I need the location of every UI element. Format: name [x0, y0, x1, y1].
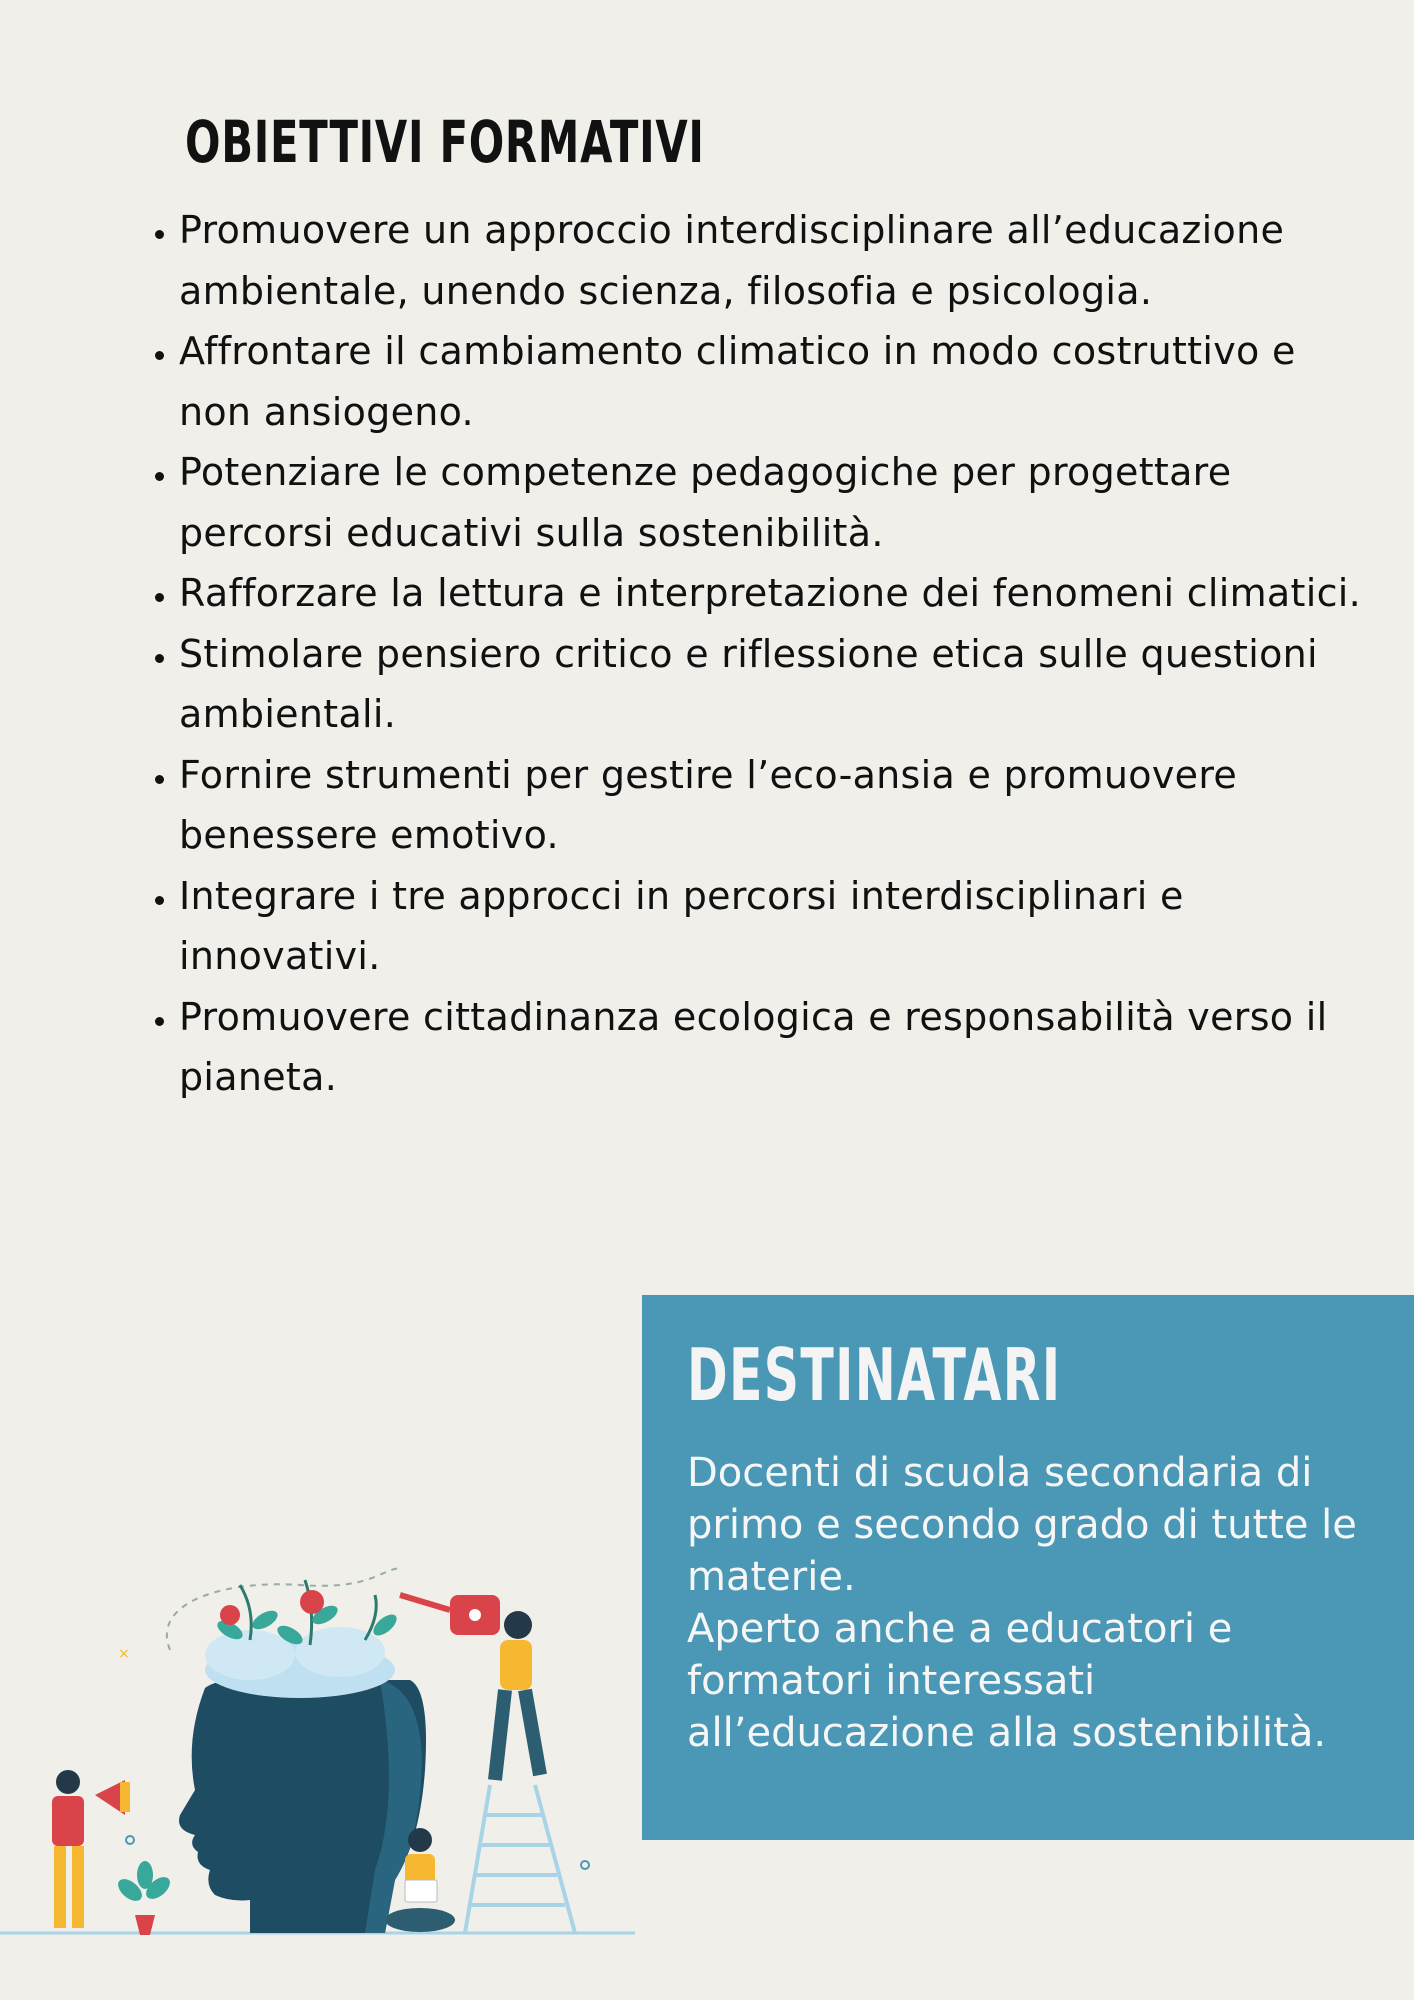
objective-item: • Rafforzare la lettura e interpretazione dei fenomeni climatici. [179, 563, 1379, 624]
brain-plants-icon [205, 1580, 400, 1698]
ladder-icon [465, 1785, 575, 1933]
flower-icon [220, 1605, 240, 1625]
recipients-box [642, 1295, 1414, 1840]
objective-item: • Potenziare le competenze pedagogiche per progettare percorsi educativi sulla sostenibilità. [179, 442, 1379, 563]
watering-can-icon [400, 1595, 500, 1635]
objective-item: • Promuovere un approccio interdisciplinare all’educazione ambientale, unendo scienza, filosofia e psicologia. [179, 200, 1379, 321]
recipients-text: Docenti di scuola secondaria di primo e secondo grado di tutte le materie. Aperto anche a educatori e formatori interessati all’educazione alla sostenibilità. [687, 1450, 1357, 1756]
svg-text:×: × [118, 1646, 130, 1662]
objective-item: • Integrare i tre approcci in percorsi interdisciplinari e innovativi. [179, 866, 1379, 987]
head-illustration [0, 1540, 650, 1960]
objective-item: • Stimolare pensiero critico e riflessione etica sulle questioni ambientali. [179, 624, 1379, 745]
head-icon [179, 1680, 426, 1933]
objective-item: • Fornire strumenti per gestire l’eco-ansia e promuovere benessere emotivo. [179, 745, 1379, 866]
plant-icon [114, 1861, 174, 1935]
watering-can-person-icon [495, 1611, 540, 1780]
objectives-list [142, 200, 1379, 1108]
megaphone-person-icon [52, 1770, 130, 1928]
objective-item: • Affrontare il cambiamento climatico in modo costruttivo e non ansiogeno. [179, 321, 1379, 442]
recipients-title: DESTINATARI [687, 1333, 1062, 1417]
objective-item: • Promuovere cittadinanza ecologica e responsabilità verso il pianeta. [179, 987, 1379, 1108]
objectives-title: OBIETTIVI FORMATIVI [185, 108, 705, 176]
flower-icon [300, 1590, 324, 1614]
